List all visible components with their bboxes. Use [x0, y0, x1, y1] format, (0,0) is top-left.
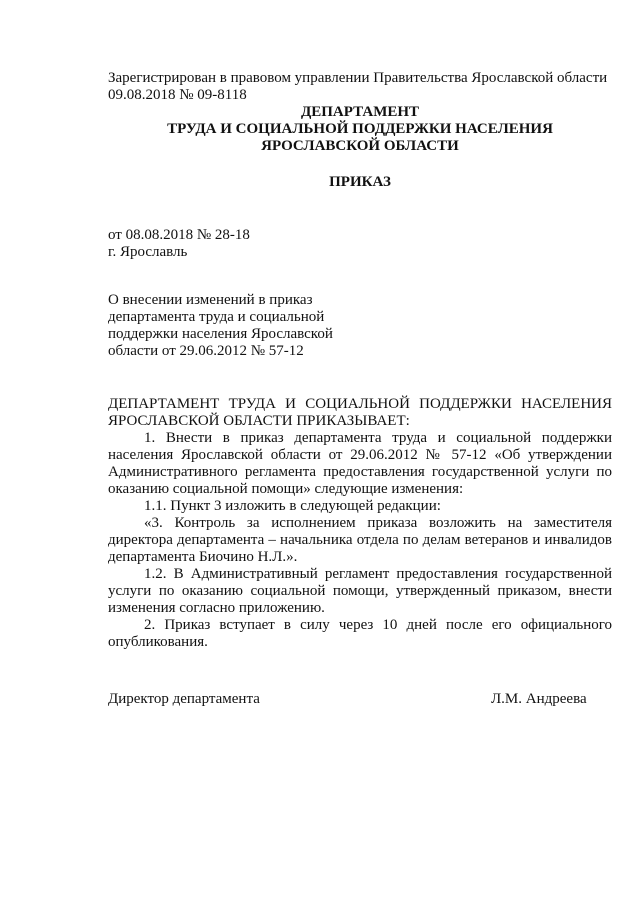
- paragraph-1-2: 1.2. В Административный регламент предоставления государственной услуги по оказанию социальной помощи, утвержденный приказом, внести изменения согласно приложению.: [108, 566, 612, 616]
- registration-line-2: 09.08.2018 № 09-8118: [108, 87, 247, 103]
- paragraph-1-1: 1.1. Пункт 3 изложить в следующей редакции:: [144, 498, 441, 514]
- header-line-1: ДЕПАРТАМЕНТ: [300, 104, 420, 120]
- order-city: г. Ярославль: [108, 244, 188, 260]
- paragraph-1-1-quote: «3. Контроль за исполнением приказа возложить на заместителя директора департамента – начальника отдела по делам ветеранов и инвалидов департамента Биочино Н.Л.».: [108, 515, 612, 565]
- order-date-number: от 08.08.2018 № 28-18: [108, 227, 250, 243]
- order-subject: [108, 292, 348, 360]
- preamble-paragraph: ДЕПАРТАМЕНТ ТРУДА И СОЦИАЛЬНОЙ ПОДДЕРЖКИ НАСЕЛЕНИЯ ЯРОСЛАВСКОЙ ОБЛАСТИ ПРИКАЗЫВАЕТ:: [108, 396, 612, 429]
- order-body: [108, 396, 612, 651]
- subject-line-3: поддержки населения Ярославской: [108, 326, 333, 342]
- header-line-3: ЯРОСЛАВСКОЙ ОБЛАСТИ: [261, 138, 459, 154]
- department-header: [108, 104, 612, 155]
- signature-position: Директор департамента: [108, 691, 260, 707]
- paragraph-1: 1. Внести в приказ департамента труда и социальной поддержки населения Ярославской области от 29.06.2012 № 57-12 «Об утверждении Административного регламента предоставления государственной услуги по оказанию социальной помощи» следующие изменения:: [108, 430, 612, 497]
- subject-line-1: О внесении изменений в приказ: [108, 292, 313, 308]
- registration-note: [108, 70, 628, 104]
- subject-line-2: департамента труда и социальной: [108, 309, 325, 325]
- subject-line-4: области от 29.06.2012 № 57-12: [108, 343, 304, 359]
- registration-line-1: Зарегистрирован в правовом управлении Правительства Ярославской области: [108, 70, 608, 86]
- header-line-2: ТРУДА И СОЦИАЛЬНОЙ ПОДДЕРЖКИ НАСЕЛЕНИЯ: [167, 121, 553, 137]
- signature-name: Л.М. Андреева: [491, 691, 587, 707]
- date-block: [108, 227, 408, 261]
- document-type-title: ПРИКАЗ: [329, 174, 391, 190]
- paragraph-2: 2. Приказ вступает в силу через 10 дней после его официального опубликования.: [108, 617, 612, 650]
